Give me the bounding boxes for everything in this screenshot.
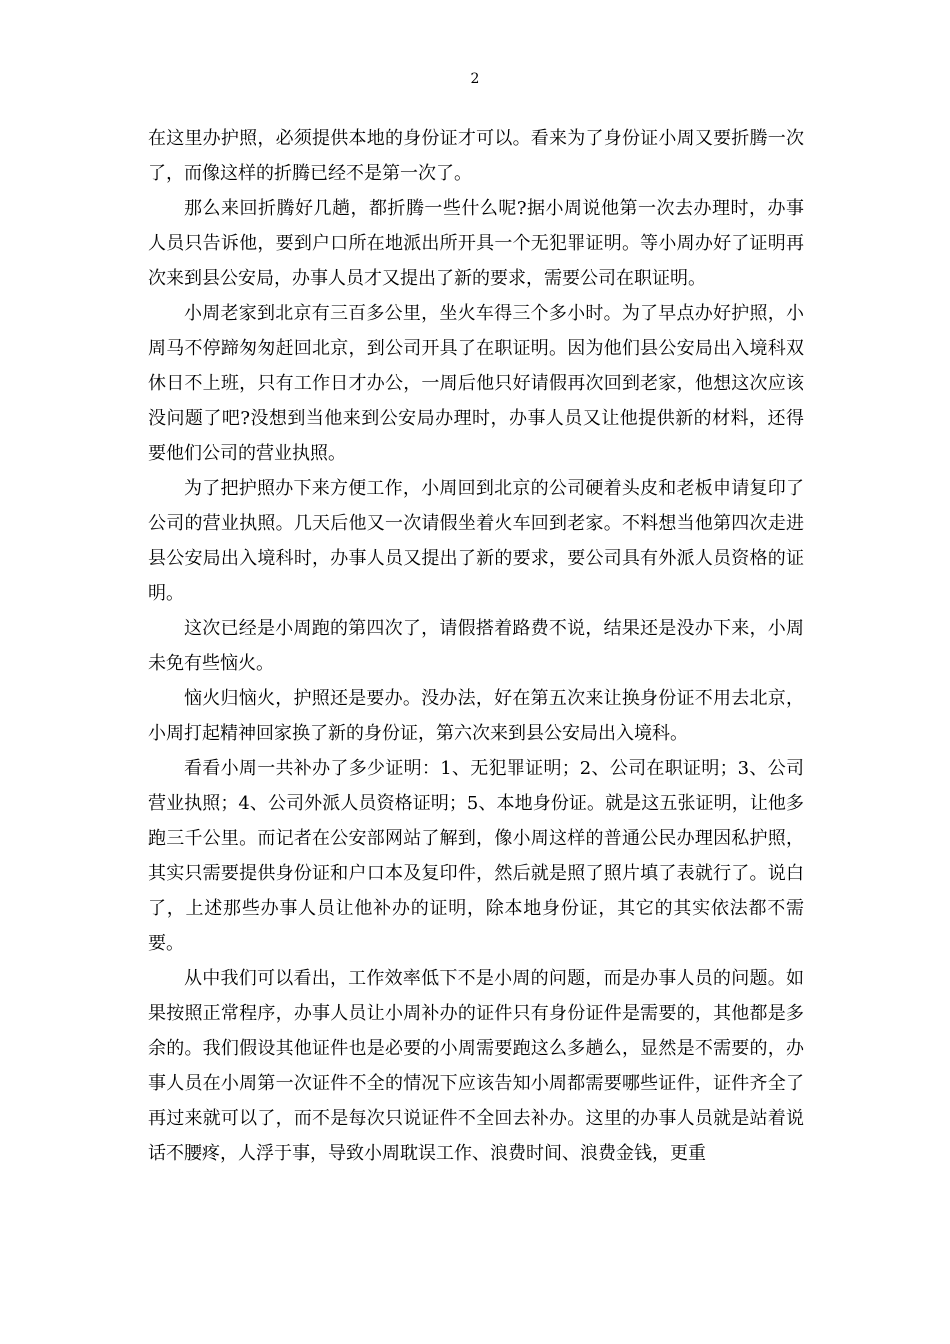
paragraph: 为了把护照办下来方便工作，小周回到北京的公司硬着头皮和老板申请复印了公司的营业执照。几天后他又一次请假坐着火车回到老家。不料想当他第四次走进县公安局出入境科时，办事人员又提出了新的要求，要公司具有外派人员资格的证明。 [148, 478, 804, 604]
paragraph: 小周老家到北京有三百多公里，坐火车得三个多小时。为了早点办好护照，小周马不停蹄匆匆赶回北京，到公司开具了在职证明。因为他们县公安局出入境科双休日不上班，只有工作日才办公，一周后他只好请假再次回到老家，他想这次应该没问题了吧?没想到当他来到公安局办理时，办事人员又让他提供新的材料，还得要他们公司的营业执照。 [148, 303, 804, 464]
paragraph: 那么来回折腾好几趟，都折腾一些什么呢?据小周说他第一次去办理时，办事人员只告诉他，要到户口所在地派出所开具一个无犯罪证明。等小周办好了证明再次来到县公安局，办事人员才又提出了新的要求，需要公司在职证明。 [148, 198, 804, 289]
paragraph: 在这里办护照，必须提供本地的身份证才可以。看来为了身份证小周又要折腾一次了，而像这样的折腾已经不是第一次了。 [148, 128, 804, 184]
page-number: 2 [470, 71, 480, 87]
paragraph: 恼火归恼火，护照还是要办。没办法，好在第五次来让换身份证不用去北京，小周打起精神回家换了新的身份证，第六次来到县公安局出入境科。 [148, 688, 804, 744]
paragraph: 看看小周一共补办了多少证明：1、无犯罪证明；2、公司在职证明；3、公司营业执照；4、公司外派人员资格证明；5、本地身份证。就是这五张证明，让他多跑三千公里。而记者在公安部网站了解到，像小周这样的普通公民办理因私护照，其实只需要提供身份证和户口本及复印件，然后就是照了照片填了表就行了。说白了，上述那些办事人员让他补办的证明，除本地身份证，其它的其实依法都不需要。 [148, 758, 804, 954]
paragraph: 这次已经是小周跑的第四次了，请假搭着路费不说，结果还是没办下来，小周未免有些恼火。 [148, 618, 804, 674]
paragraph: 从中我们可以看出，工作效率低下不是小周的问题，而是办事人员的问题。如果按照正常程序，办事人员让小周补办的证件只有身份证件是需要的，其他都是多余的。我们假设其他证件也是必要的小周需要跑这么多趟么，显然是不需要的，办事人员在小周第一次证件不全的情况下应该告知小周都需要哪些证件，证件齐全了再过来就可以了，而不是每次只说证件不全回去补办。这里的办事人员就是站着说话不腰疼，人浮于事，导致小周耽误工作、浪费时间、浪费金钱，更重 [148, 968, 804, 1164]
body-text [148, 121, 804, 1171]
